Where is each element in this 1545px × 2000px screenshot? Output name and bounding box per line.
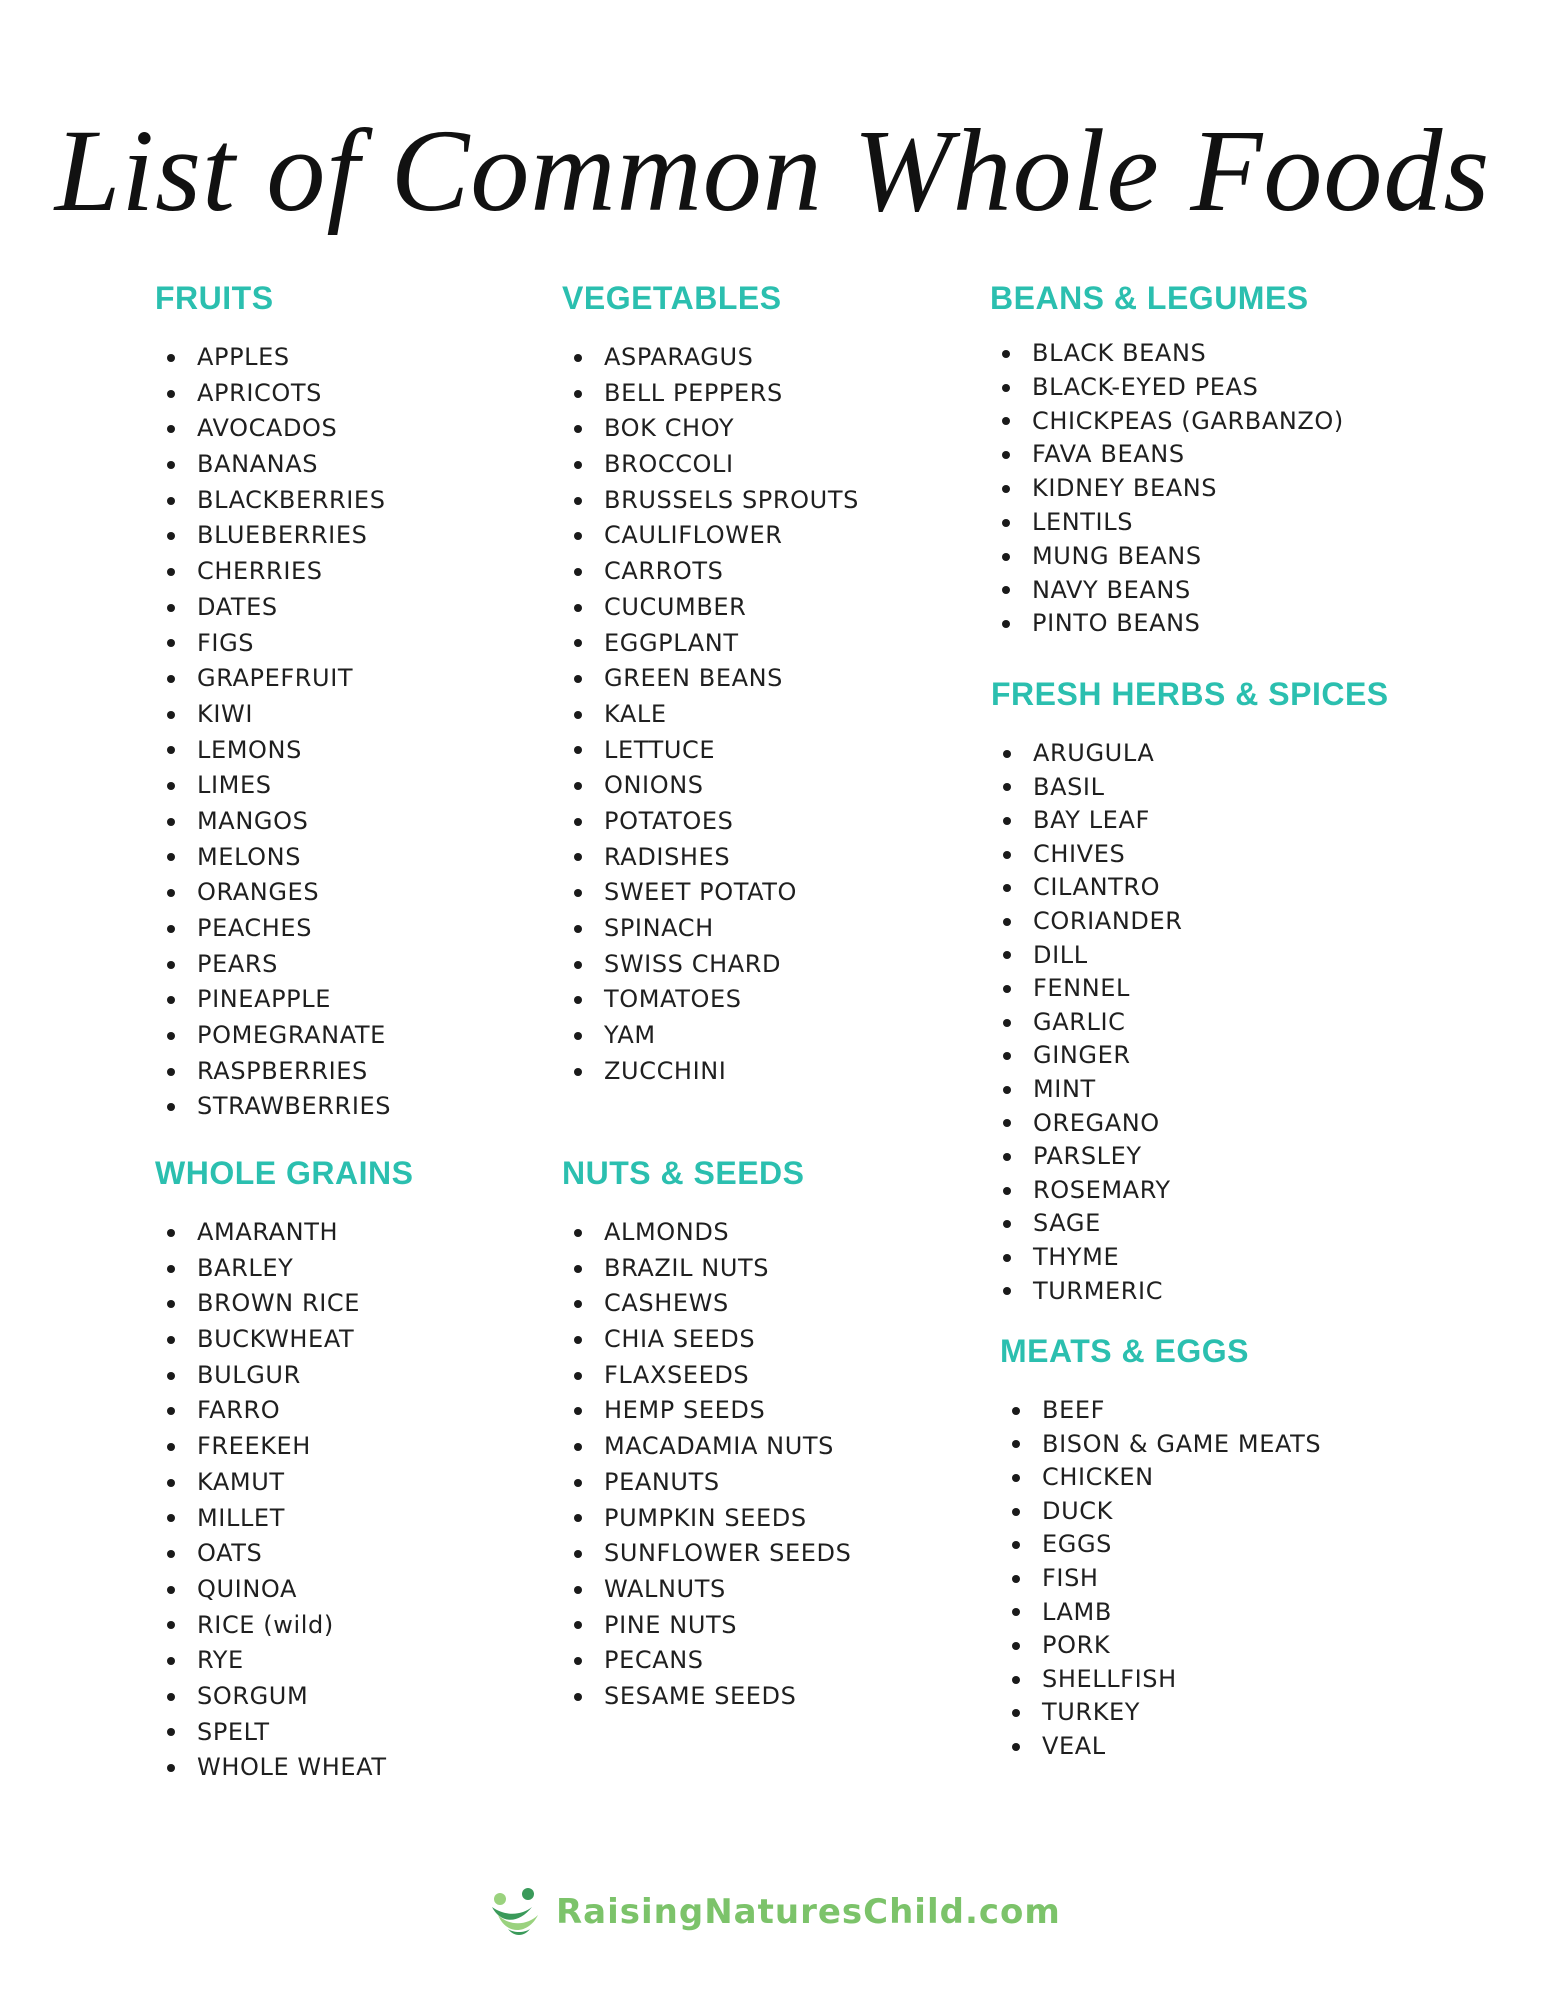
food-list bbox=[991, 737, 1389, 1308]
list-item: CHICKPEAS (GARBANZO) bbox=[990, 405, 1344, 439]
list-item: BRUSSELS SPROUTS bbox=[562, 483, 859, 519]
list-item: VEAL bbox=[1000, 1730, 1321, 1764]
list-item: FENNEL bbox=[991, 972, 1389, 1006]
list-item: SORGUM bbox=[155, 1679, 413, 1715]
list-item: ARUGULA bbox=[991, 737, 1389, 771]
footer bbox=[488, 1884, 1061, 1940]
list-item: SWEET POTATO bbox=[562, 875, 859, 911]
list-item: BROCCOLI bbox=[562, 447, 859, 483]
section-heading: WHOLE GRAINS bbox=[155, 1155, 414, 1191]
list-item: RASPBERRIES bbox=[155, 1054, 391, 1090]
list-item: ASPARAGUS bbox=[562, 340, 859, 376]
food-list bbox=[155, 340, 391, 1125]
list-item: STRAWBERRIES bbox=[155, 1089, 391, 1125]
list-item: RYE bbox=[155, 1643, 413, 1679]
list-item: GREEN BEANS bbox=[562, 661, 859, 697]
food-list bbox=[1000, 1394, 1321, 1764]
list-item: BLACK BEANS bbox=[990, 337, 1344, 371]
list-item: ONIONS bbox=[562, 768, 859, 804]
list-item: KIDNEY BEANS bbox=[990, 472, 1344, 506]
list-item: MUNG BEANS bbox=[990, 540, 1344, 574]
list-item: PEARS bbox=[155, 947, 391, 983]
list-item: AMARANTH bbox=[155, 1215, 413, 1251]
list-item: SUNFLOWER SEEDS bbox=[562, 1536, 851, 1572]
list-item: APRICOTS bbox=[155, 376, 391, 412]
list-item: ROSEMARY bbox=[991, 1174, 1389, 1208]
list-item: POTATOES bbox=[562, 804, 859, 840]
list-item: BUCKWHEAT bbox=[155, 1322, 413, 1358]
section-heading: MEATS & EGGS bbox=[1000, 1333, 1249, 1369]
list-item: GINGER bbox=[991, 1039, 1389, 1073]
list-item: SESAME SEEDS bbox=[562, 1679, 851, 1715]
food-list bbox=[562, 340, 859, 1089]
list-item: MINT bbox=[991, 1073, 1389, 1107]
list-item: AVOCADOS bbox=[155, 411, 391, 447]
list-item: LETTUCE bbox=[562, 733, 859, 769]
list-item: BULGUR bbox=[155, 1358, 413, 1394]
list-item: CHIA SEEDS bbox=[562, 1322, 851, 1358]
list-item: KALE bbox=[562, 697, 859, 733]
list-item: BAY LEAF bbox=[991, 804, 1389, 838]
list-item: OATS bbox=[155, 1536, 413, 1572]
list-item: LENTILS bbox=[990, 506, 1344, 540]
list-item: CAULIFLOWER bbox=[562, 518, 859, 554]
leaf-figure-logo-icon bbox=[488, 1885, 542, 1939]
list-item: WALNUTS bbox=[562, 1572, 851, 1608]
food-list bbox=[562, 1215, 851, 1715]
list-item: FLAXSEEDS bbox=[562, 1358, 851, 1394]
list-item: PEACHES bbox=[155, 911, 391, 947]
list-item: MACADAMIA NUTS bbox=[562, 1429, 851, 1465]
list-item: ZUCCHINI bbox=[562, 1054, 859, 1090]
list-item: EGGS bbox=[1000, 1528, 1321, 1562]
list-item: BELL PEPPERS bbox=[562, 376, 859, 412]
list-item: TURMERIC bbox=[991, 1275, 1389, 1309]
list-item: BANANAS bbox=[155, 447, 391, 483]
list-item: MELONS bbox=[155, 840, 391, 876]
section-fruits bbox=[155, 278, 391, 1125]
list-item: KIWI bbox=[155, 697, 391, 733]
list-item: PINE NUTS bbox=[562, 1608, 851, 1644]
list-item: WHOLE WHEAT bbox=[155, 1750, 413, 1786]
list-item: GRAPEFRUIT bbox=[155, 661, 391, 697]
list-item: BLACKBERRIES bbox=[155, 483, 391, 519]
list-item: BLACK-EYED PEAS bbox=[990, 371, 1344, 405]
section-heading: BEANS & LEGUMES bbox=[990, 280, 1309, 316]
website-link[interactable]: RaisingNaturesChild.com bbox=[556, 1892, 1061, 1932]
list-item: QUINOA bbox=[155, 1572, 413, 1608]
list-item: SPELT bbox=[155, 1715, 413, 1751]
list-item: FIGS bbox=[155, 626, 391, 662]
list-item: FREEKEH bbox=[155, 1429, 413, 1465]
section-heading: FRESH HERBS & SPICES bbox=[991, 676, 1389, 712]
list-item: ALMONDS bbox=[562, 1215, 851, 1251]
list-item: FISH bbox=[1000, 1562, 1321, 1596]
list-item: PEANUTS bbox=[562, 1465, 851, 1501]
section-vegetables bbox=[562, 278, 859, 1089]
list-item: KAMUT bbox=[155, 1465, 413, 1501]
list-item: PINTO BEANS bbox=[990, 607, 1344, 641]
section-heading: NUTS & SEEDS bbox=[562, 1155, 805, 1191]
section-herbs-spices bbox=[991, 674, 1389, 1308]
list-item: MANGOS bbox=[155, 804, 391, 840]
list-item: CHIVES bbox=[991, 838, 1389, 872]
list-item: BRAZIL NUTS bbox=[562, 1251, 851, 1287]
list-item: OREGANO bbox=[991, 1107, 1389, 1141]
list-item: POMEGRANATE bbox=[155, 1018, 391, 1054]
list-item: SWISS CHARD bbox=[562, 947, 859, 983]
list-item: DATES bbox=[155, 590, 391, 626]
page-title: List of Common Whole Foods bbox=[54, 105, 1491, 236]
list-item: BISON & GAME MEATS bbox=[1000, 1428, 1321, 1462]
list-item: CILANTRO bbox=[991, 871, 1389, 905]
list-item: APPLES bbox=[155, 340, 391, 376]
list-item: LAMB bbox=[1000, 1596, 1321, 1630]
list-item: CARROTS bbox=[562, 554, 859, 590]
section-whole-grains bbox=[155, 1153, 413, 1786]
list-item: YAM bbox=[562, 1018, 859, 1054]
list-item: PINEAPPLE bbox=[155, 982, 391, 1018]
list-item: LIMES bbox=[155, 768, 391, 804]
list-item: FAVA BEANS bbox=[990, 438, 1344, 472]
food-list bbox=[990, 337, 1344, 641]
list-item: MILLET bbox=[155, 1501, 413, 1537]
list-item: SPINACH bbox=[562, 911, 859, 947]
list-item: TOMATOES bbox=[562, 982, 859, 1018]
food-list bbox=[155, 1215, 413, 1786]
section-nuts-seeds bbox=[562, 1153, 851, 1715]
list-item: GARLIC bbox=[991, 1006, 1389, 1040]
list-item: PUMPKIN SEEDS bbox=[562, 1501, 851, 1537]
list-item: CUCUMBER bbox=[562, 590, 859, 626]
list-item: BARLEY bbox=[155, 1251, 413, 1287]
list-item: SAGE bbox=[991, 1207, 1389, 1241]
list-item: PARSLEY bbox=[991, 1140, 1389, 1174]
list-item: CHERRIES bbox=[155, 554, 391, 590]
list-item: THYME bbox=[991, 1241, 1389, 1275]
list-item: EGGPLANT bbox=[562, 626, 859, 662]
list-item: BOK CHOY bbox=[562, 411, 859, 447]
list-item: CHICKEN bbox=[1000, 1461, 1321, 1495]
list-item: CORIANDER bbox=[991, 905, 1389, 939]
list-item: TURKEY bbox=[1000, 1696, 1321, 1730]
list-item: BROWN RICE bbox=[155, 1286, 413, 1322]
list-item: PECANS bbox=[562, 1643, 851, 1679]
list-item: RICE (wild) bbox=[155, 1608, 413, 1644]
list-item: ORANGES bbox=[155, 875, 391, 911]
list-item: NAVY BEANS bbox=[990, 574, 1344, 608]
list-item: CASHEWS bbox=[562, 1286, 851, 1322]
list-item: HEMP SEEDS bbox=[562, 1393, 851, 1429]
list-item: BASIL bbox=[991, 771, 1389, 805]
list-item: PORK bbox=[1000, 1629, 1321, 1663]
list-item: RADISHES bbox=[562, 840, 859, 876]
list-item: BLUEBERRIES bbox=[155, 518, 391, 554]
list-item: LEMONS bbox=[155, 733, 391, 769]
list-item: FARRO bbox=[155, 1393, 413, 1429]
section-meats-eggs bbox=[1000, 1331, 1321, 1764]
section-beans-legumes bbox=[990, 278, 1344, 641]
list-item: SHELLFISH bbox=[1000, 1663, 1321, 1697]
list-item: DILL bbox=[991, 939, 1389, 973]
section-heading: VEGETABLES bbox=[562, 280, 782, 316]
section-heading: FRUITS bbox=[155, 280, 274, 316]
list-item: BEEF bbox=[1000, 1394, 1321, 1428]
list-item: DUCK bbox=[1000, 1495, 1321, 1529]
